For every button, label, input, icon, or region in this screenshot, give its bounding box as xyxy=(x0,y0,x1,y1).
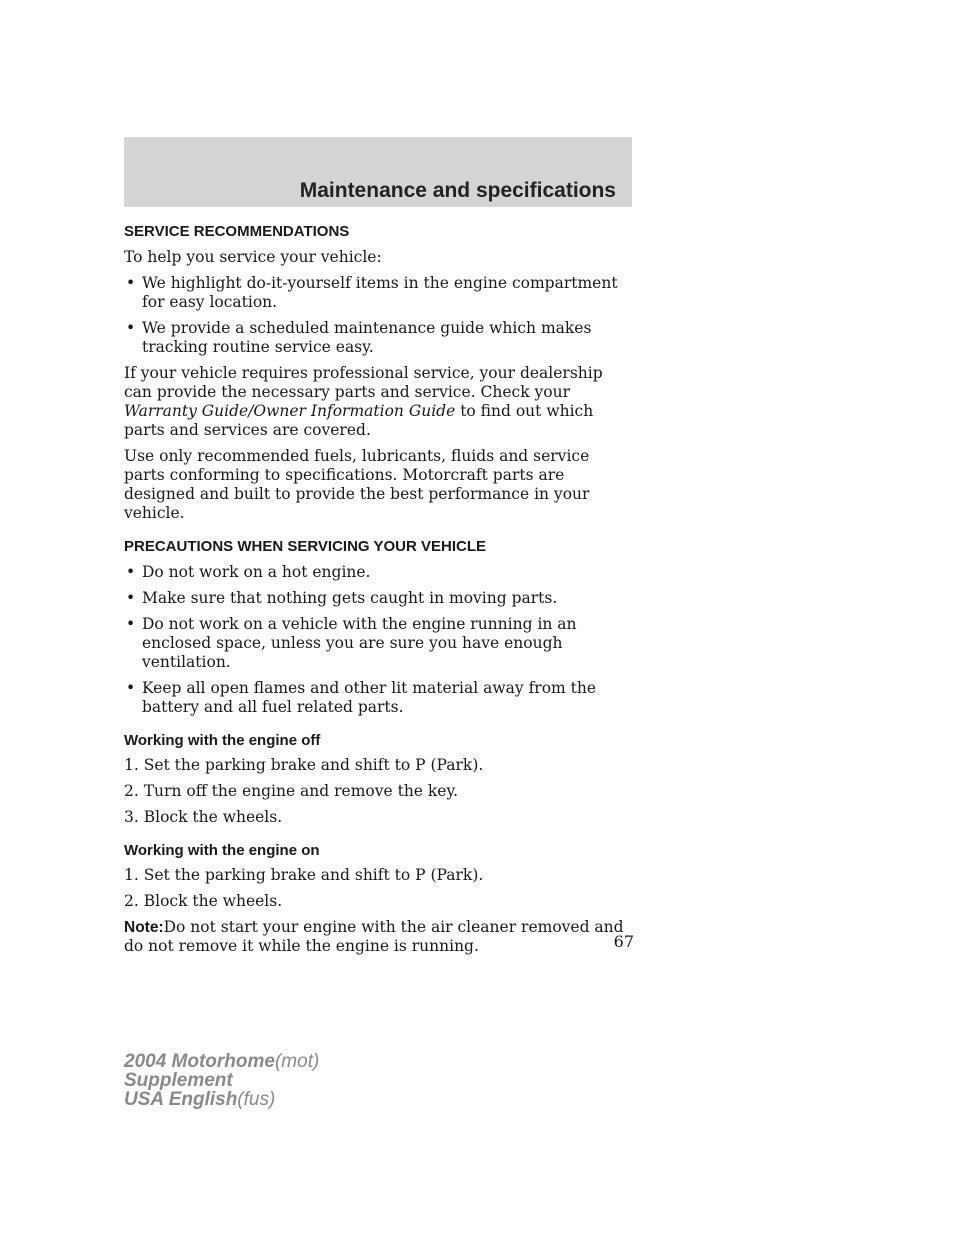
service-paragraph-dealership: If your vehicle requires professional service, your dealership can provide the necessary parts and service. Check your Warranty Guide/Owner Information Guide to find out which parts and services are covered. xyxy=(124,364,603,439)
step-item: 3. Block the wheels. xyxy=(124,808,283,826)
section-header-band xyxy=(124,137,632,207)
footer-line-model: 2004 Motorhome(mot) xyxy=(124,1051,320,1072)
note-label: Note: xyxy=(124,919,164,936)
bullet-icon: • xyxy=(126,319,136,337)
document-footer xyxy=(124,1052,319,1109)
footer-line-language: USA English(fus) xyxy=(124,1089,276,1110)
bullet-icon: • xyxy=(126,563,136,581)
bullet-icon: • xyxy=(126,274,136,292)
service-intro: To help you service your vehicle: xyxy=(124,248,382,266)
page-content xyxy=(124,222,634,963)
heading-precautions: PRECAUTIONS WHEN SERVICING YOUR VEHICLE xyxy=(124,538,486,555)
list-item: • We highlight do-it-yourself items in the engine compartment for easy location. xyxy=(126,274,618,311)
service-paragraph-parts: Use only recommended fuels, lubricants, fluids and service parts conforming to specifications. Motorcraft parts are designed and built to provide the best performance in your vehicle. xyxy=(124,447,590,522)
list-item: • Make sure that nothing gets caught in moving parts. xyxy=(126,589,558,607)
step-item: 2. Turn off the engine and remove the key. xyxy=(124,782,459,800)
service-bullet-list xyxy=(124,274,634,357)
note-text: Do not start your engine with the air cleaner removed and do not remove it while the engine is running. xyxy=(124,918,624,955)
heading-engine-on: Working with the engine on xyxy=(124,842,320,859)
heading-service-recommendations: SERVICE RECOMMENDATIONS xyxy=(124,223,350,240)
step-item: 1. Set the parking brake and shift to P (Park). xyxy=(124,866,484,884)
bullet-icon: • xyxy=(126,615,136,633)
precautions-bullet-list xyxy=(124,563,634,717)
list-item: • Do not work on a vehicle with the engine running in an enclosed space, unless you are sure you have enough ventilation. xyxy=(126,615,577,671)
list-item: • We provide a scheduled maintenance guide which makes tracking routine service easy. xyxy=(126,319,592,356)
list-item: • Keep all open flames and other lit material away from the battery and all fuel related parts. xyxy=(126,679,597,716)
step-item: 2. Block the wheels. xyxy=(124,892,283,910)
bullet-icon: • xyxy=(126,589,136,607)
warranty-guide-reference: Warranty Guide/Owner Information Guide xyxy=(124,402,456,420)
page-number: 67 xyxy=(613,932,634,951)
bullet-icon: • xyxy=(126,679,136,697)
note-paragraph xyxy=(124,918,634,956)
step-item: 1. Set the parking brake and shift to P (Park). xyxy=(124,756,484,774)
heading-engine-off: Working with the engine off xyxy=(124,732,321,749)
footer-line-supplement: Supplement xyxy=(124,1070,233,1091)
section-title: Maintenance and specifications xyxy=(299,179,616,202)
list-item: • Do not work on a hot engine. xyxy=(126,563,371,581)
